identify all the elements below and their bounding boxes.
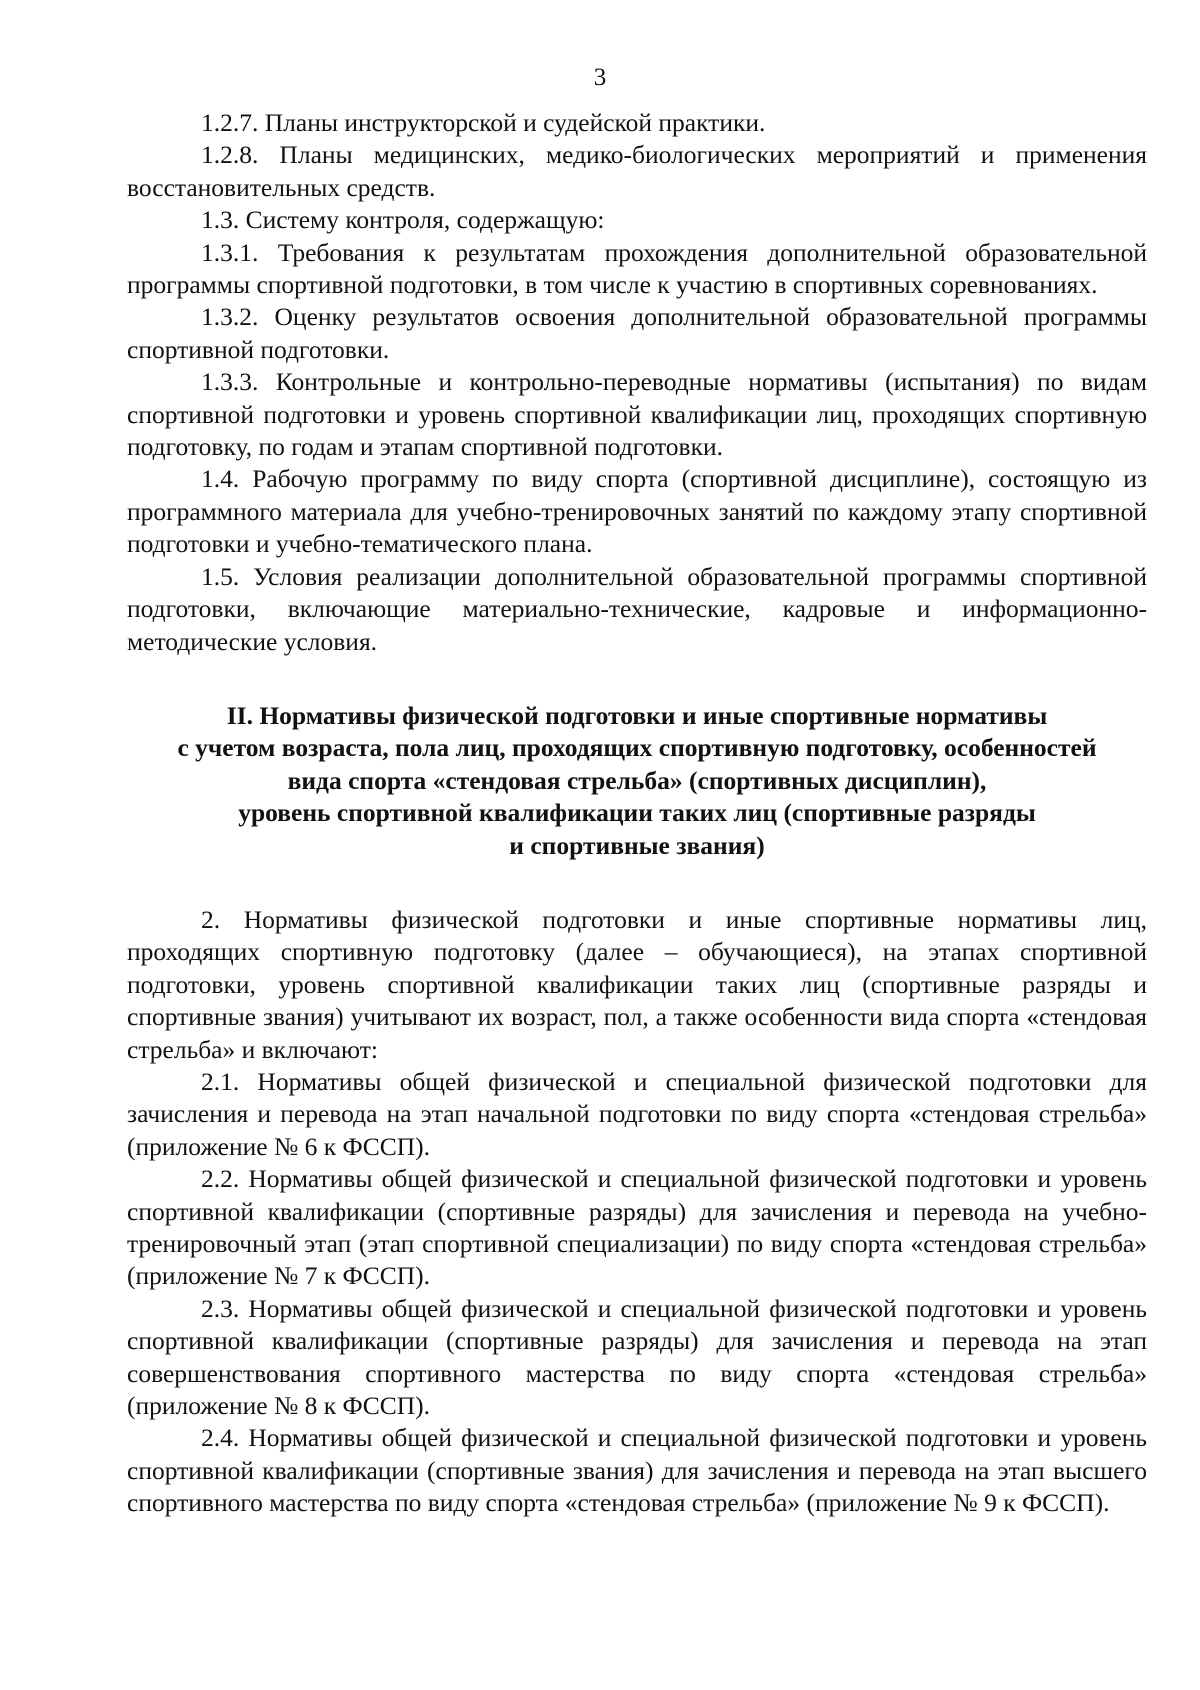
paragraph-2-2: 2.2. Нормативы общей физической и специальной физической подготовки и уровень спортивной квалификации (спортивные разряды) для зачисления и перевода на учебно-тренировочный этап (этап спортивной специализации) по виду спорта «стендовая стрельба» (приложение № 7 к ФССП). [127,1164,1147,1291]
section-heading-line: и спортивные звания) [509,830,765,860]
paragraph-1-5: 1.5. Условия реализации дополнительной образовательной программы спортивной подготовки, включающие материально-технические, кадровые и информационно-методические условия. [127,561,1147,656]
section-heading-line: вида спорта «стендовая стрельба» (спортивных дисциплин), [287,765,987,795]
section-heading-line: с учетом возраста, пола лиц, проходящих спортивную подготовку, особенностей [177,733,1097,763]
paragraph-1-3-2: 1.3.2. Оценку результатов освоения дополнительной образовательной программы спортивной подготовки. [127,302,1147,364]
paragraph-1-2-8: 1.2.8. Планы медицинских, медико-биологических мероприятий и применения восстановительных средств. [127,140,1147,202]
paragraph-1-3: 1.3. Систему контроля, содержащую: [201,205,605,235]
paragraph-1-3-3: 1.3.3. Контрольные и контрольно-переводные нормативы (испытания) по видам спортивной подготовки и уровень спортивной квалификации лиц, проходящих спортивную подготовку, по годам и этапам спортивной подготовки. [127,367,1147,462]
paragraph-2: 2. Нормативы физической подготовки и иные спортивные нормативы лиц, проходящих спортивную подготовку (далее – обучающиеся), на этапах спортивной подготовки, уровень спортивной квалификации таких лиц (спортивные разряды и спортивные звания) учитывают их возраст, пол, а также особенности вида спорта «стендовая стрельба» и включают: [127,904,1147,1064]
paragraph-1-2-7: 1.2.7. Планы инструкторской и судейской практики. [201,108,766,137]
section-heading-line: уровень спортивной квалификации таких лиц (спортивные разряды [238,798,1036,828]
page-number: 3 [593,64,607,91]
paragraph-1-4: 1.4. Рабочую программу по виду спорта (спортивной дисциплине), состоящую из программного материала для учебно-тренировочных занятий по каждому этапу спортивной подготовки и учебно-тематического плана. [127,464,1147,559]
paragraph-1-3-1: 1.3.1. Требования к результатам прохождения дополнительной образовательной программы спортивной подготовки, в том числе к участию в спортивных соревнованиях. [127,237,1147,300]
section-heading-line: II. Нормативы физической подготовки и иные спортивные нормативы [226,700,1048,730]
document-body [127,107,1147,1520]
paragraph-2-3: 2.3. Нормативы общей физической и специальной физической подготовки и уровень спортивной квалификации (спортивные разряды) для зачисления и перевода на этап совершенствования спортивного мастерства по виду спорта «стендовая стрельба» (приложение № 8 к ФССП). [127,1293,1147,1421]
paragraph-2-1: 2.1. Нормативы общей физической и специальной физической подготовки для зачисления и перевода на этап начальной подготовки по виду спорта «стендовая стрельба» (приложение № 6 к ФССП). [127,1066,1147,1161]
section-heading [127,700,1147,862]
paragraph-2-4: 2.4. Нормативы общей физической и специальной физической подготовки и уровень спортивной квалификации (спортивные звания) для зачисления и перевода на этап высшего спортивного мастерства по виду спорта «стендовая стрельба» (приложение № 9 к ФССП). [127,1423,1147,1518]
